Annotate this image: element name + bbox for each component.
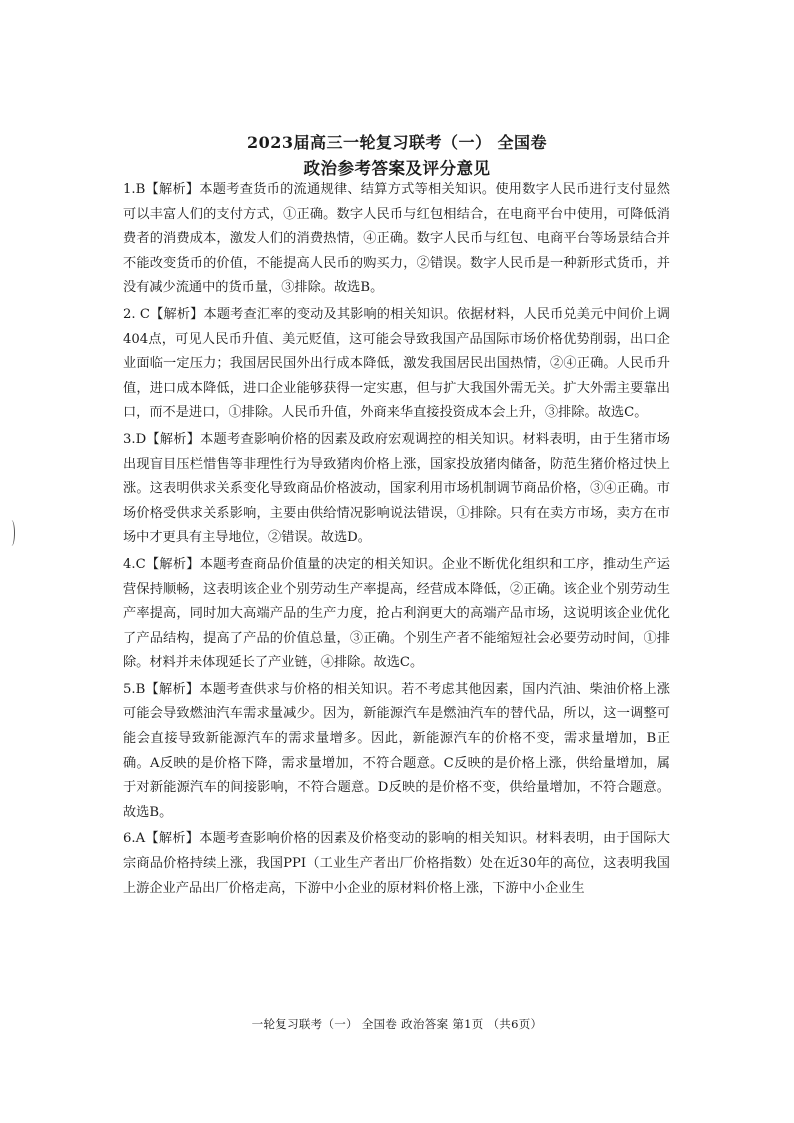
- page-footer: 一轮复习联考（一） 全国卷 政治答案 第1页 （共6页）: [251, 1017, 543, 1031]
- answer-item: 5.B【解析】本题考查供求与价格的相关知识。若不考虑其他因素，国内汽油、柴油价格上涨可能会导致燃油汽车需求量减少。因为，新能源汽车是燃油汽车的替代品，所以，这一调整可能会直接导致新能源汽车的需求量增多。因此，新能源汽车的价格不变，需求量增加，B正确。A反映的是价格下降，需求量增加，不符合题意。C反映的是价格上涨，供给量增加，属于对新能源汽车的间接影响，不符合题意。D反映的是价格不变，供给量增加，不符合题意。故选B。: [123, 681, 670, 820]
- answer-key-title: 政治参考答案及评分意见: [303, 159, 491, 178]
- exam-title: 2023届高三一轮复习联考（一） 全国卷: [246, 133, 548, 152]
- answer-item: 3.D【解析】本题考查影响价格的因素及政府宏观调控的相关知识。材料表明，由于生猪市场出现盲目压栏惜售等非理性行为导致猪肉价格上涨，国家投放猪肉储备，防范生猪价格过快上涨。这表明供求关系变化导致商品价格波动，国家利用市场机制调节商品价格，③④正确。市场价格受供求关系影响，主要由供给情况影响说法错误，①排除。只有在卖方市场，卖方在市场中才更具有主导地位，②错误。故选D。: [123, 431, 670, 546]
- answer-item: 4.C【解析】本题考查商品价值量的决定的相关知识。企业不断优化组织和工序，推动生产运营保持顺畅，这表明该企业个别劳动生产率提高，经营成本降低，②正确。该企业个别劳动生产率提高，同时加大高端产品的生产力度，抢占利润更大的高端产品市场，这说明该企业优化了产品结构，提高了产品的价值总量，③正确。个别生产者不能缩短社会必要劳动时间，①排除。材料并未体现延长了产业链，④排除。故选C。: [123, 556, 670, 671]
- answer-item: 1.B【解析】本题考查货币的流通规律、结算方式等相关知识。使用数字人民币进行支付显然可以丰富人们的支付方式，①正确。数字人民币与红包相结合，在电商平台中使用，可降低消费者的消费成本，激发人们的消费热情，④正确。数字人民币与红包、电商平台等场景结合并不能改变货币的价值，不能提高人民币的购买力，②错误。数字人民币是一种新形式货币，并没有减少流通中的货币量，③排除。故选B。: [123, 182, 670, 296]
- answer-item: 6.A【解析】本题考查影响价格的因素及价格变动的影响的相关知识。材料表明，由于国际大宗商品价格持续上涨，我国PPI（工业生产者出厂价格指数）处在近30年的高位，这表明我国上游企业产品出厂价格走高，下游中小企业的原材料价格上涨，下游中小企业生: [123, 831, 670, 896]
- answer-content: [123, 178, 670, 903]
- answer-item: 2. C【解析】本题考查汇率的变动及其影响的相关知识。依据材料，人民币兑美元中间价上调404点，可见人民币升值、美元贬值，这可能会导致我国产品国际市场价格优势削弱，出口企业面临一定压力；我国居民国外出行成本降低，激发我国居民出国热情，②④正确。人民币升值，进口成本降低，进口企业能够获得一定实惠，但与扩大我国外需无关。扩大外需主要靠出口，而不是进口，①排除。人民币升值，外商来华直接投资成本会上升，③排除。故选C。: [123, 306, 670, 421]
- binding-margin-mark: [8, 520, 15, 546]
